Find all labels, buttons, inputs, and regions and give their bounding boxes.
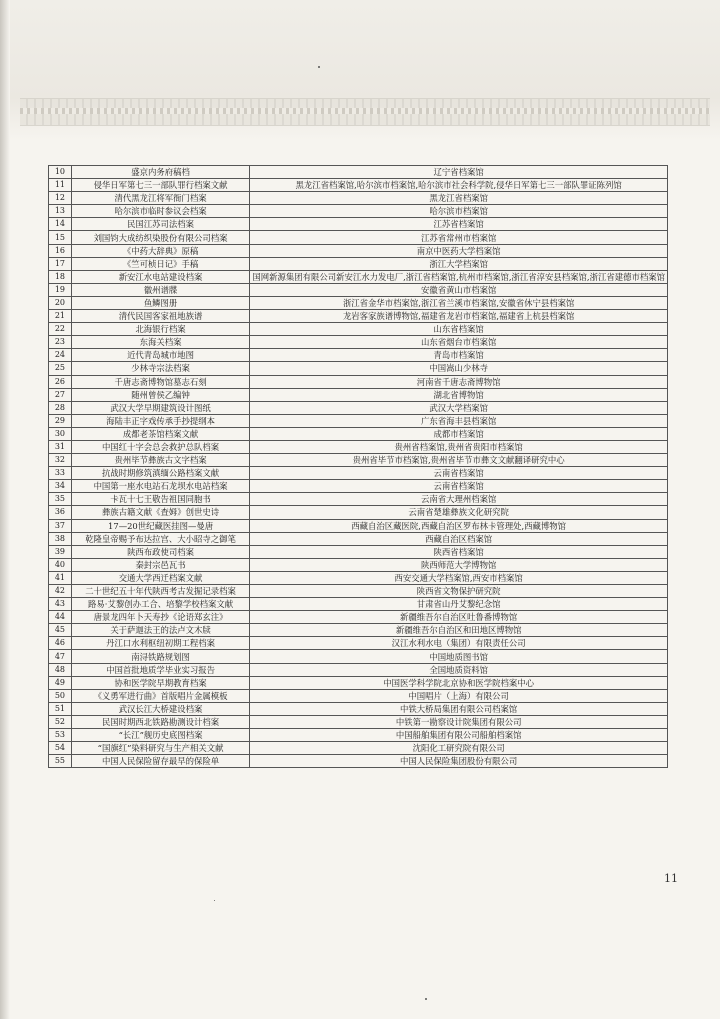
archive-name-cell: 随州曾侯乙编钟 bbox=[71, 388, 250, 401]
holding-unit-cell: 贵州省毕节市档案馆,贵州省毕节市彝文文献翻译研究中心 bbox=[250, 454, 668, 467]
table-row bbox=[49, 755, 668, 768]
table-row bbox=[49, 414, 668, 427]
page-number: 11 bbox=[664, 872, 678, 885]
row-number-cell: 48 bbox=[49, 663, 72, 676]
archive-name-cell: 海陆丰正字戏传承手抄提纲本 bbox=[71, 414, 250, 427]
holding-unit-cell: 武汉大学档案馆 bbox=[250, 401, 668, 414]
table-row bbox=[49, 676, 668, 689]
table-row bbox=[49, 179, 668, 192]
archive-name-cell: 武汉大学早期建筑设计图纸 bbox=[71, 401, 250, 414]
archive-name-cell: 民国时期西北铁路勘测设计档案 bbox=[71, 715, 250, 728]
archive-name-cell: 新安江水电站建设档案 bbox=[71, 270, 250, 283]
table-row bbox=[49, 715, 668, 728]
table-row bbox=[49, 205, 668, 218]
table-row bbox=[49, 310, 668, 323]
holding-unit-cell: 中国嵩山少林寺 bbox=[250, 362, 668, 375]
table-row bbox=[49, 440, 668, 453]
row-number-cell: 34 bbox=[49, 480, 72, 493]
archive-name-cell: 丹江口水利枢纽初期工程档案 bbox=[71, 637, 250, 650]
table-row bbox=[49, 571, 668, 584]
holding-unit-cell: 贵州省档案馆,贵州省贵阳市档案馆 bbox=[250, 440, 668, 453]
table-row bbox=[49, 244, 668, 257]
holding-unit-cell: 南京中医药大学档案馆 bbox=[250, 244, 668, 257]
row-number-cell: 26 bbox=[49, 375, 72, 388]
table-row bbox=[49, 375, 668, 388]
holding-unit-cell: 甘肃省山丹艾黎纪念馆 bbox=[250, 598, 668, 611]
archive-name-cell: 成都老茶馆档案文献 bbox=[71, 427, 250, 440]
archive-name-cell: 秦封宗邑瓦书 bbox=[71, 558, 250, 571]
holding-unit-cell: 湖北省博物馆 bbox=[250, 388, 668, 401]
row-number-cell: 41 bbox=[49, 571, 72, 584]
archive-name-cell: 武汉长江大桥建设档案 bbox=[71, 702, 250, 715]
holding-unit-cell: 江苏省常州市档案馆 bbox=[250, 231, 668, 244]
table-row bbox=[49, 166, 668, 179]
archive-name-cell: 清代民国客家祖地族谱 bbox=[71, 310, 250, 323]
decorative-stitch-line bbox=[20, 108, 710, 114]
archive-name-cell: 刘国钧大成纺织染股份有限公司档案 bbox=[71, 231, 250, 244]
table-row bbox=[49, 519, 668, 532]
holding-unit-cell: 西安交通大学档案馆,西安市档案馆 bbox=[250, 571, 668, 584]
table-row bbox=[49, 558, 668, 571]
archive-name-cell: 彝族古籍文献《査姆》创世史诗 bbox=[71, 506, 250, 519]
holding-unit-cell: 成都市档案馆 bbox=[250, 427, 668, 440]
table-row bbox=[49, 336, 668, 349]
table-row bbox=[49, 702, 668, 715]
holding-unit-cell: 广东省海丰县档案馆 bbox=[250, 414, 668, 427]
row-number-cell: 35 bbox=[49, 493, 72, 506]
holding-unit-cell: 中国医学科学院北京协和医学院档案中心 bbox=[250, 676, 668, 689]
row-number-cell: 17 bbox=[49, 257, 72, 270]
holding-unit-cell: 陕西师范大学博物馆 bbox=[250, 558, 668, 571]
table-row bbox=[49, 323, 668, 336]
paper-speck bbox=[425, 998, 427, 1000]
holding-unit-cell: 辽宁省档案馆 bbox=[250, 166, 668, 179]
row-number-cell: 13 bbox=[49, 205, 72, 218]
holding-unit-cell: 沈阳化工研究院有限公司 bbox=[250, 742, 668, 755]
holding-unit-cell: 中铁大桥局集团有限公司档案馆 bbox=[250, 702, 668, 715]
table-row bbox=[49, 689, 668, 702]
holding-unit-cell: 中铁第一勘察设计院集团有限公司 bbox=[250, 715, 668, 728]
row-number-cell: 54 bbox=[49, 742, 72, 755]
archive-name-cell: 17—20世纪藏医挂图—曼唐 bbox=[71, 519, 250, 532]
holding-unit-cell: 中国船舶集团有限公司船舶档案馆 bbox=[250, 729, 668, 742]
holding-unit-cell: 青岛市档案馆 bbox=[250, 349, 668, 362]
holding-unit-cell: 河南省千唐志斋博物馆 bbox=[250, 375, 668, 388]
archive-name-cell: 清代黑龙江将军衙门档案 bbox=[71, 192, 250, 205]
archive-name-cell: 《中药大辞典》原稿 bbox=[71, 244, 250, 257]
holding-unit-cell: 全国地质资料馆 bbox=[250, 663, 668, 676]
archive-name-cell: 中国红十字会总会救护总队档案 bbox=[71, 440, 250, 453]
table-row bbox=[49, 283, 668, 296]
holding-unit-cell: 山东省烟台市档案馆 bbox=[250, 336, 668, 349]
archive-name-cell: 关于萨迦法王的法卢文木牍 bbox=[71, 624, 250, 637]
binding-edge bbox=[0, 0, 10, 1019]
holding-unit-cell: 浙江省金华市档案馆,浙江省兰溪市档案馆,安徽省休宁县档案馆 bbox=[250, 296, 668, 309]
archive-name-cell: 中国人民保险留存最早的保险单 bbox=[71, 755, 250, 768]
archive-name-cell: 民国江苏司法档案 bbox=[71, 218, 250, 231]
row-number-cell: 20 bbox=[49, 296, 72, 309]
row-number-cell: 29 bbox=[49, 414, 72, 427]
archive-name-cell: 乾隆皇帝赐予布达拉宫、大小昭寺之御笔 bbox=[71, 532, 250, 545]
row-number-cell: 31 bbox=[49, 440, 72, 453]
holding-unit-cell: 新疆维吾尔自治区和田地区博物馆 bbox=[250, 624, 668, 637]
row-number-cell: 21 bbox=[49, 310, 72, 323]
table-row bbox=[49, 506, 668, 519]
archive-name-cell: 抗战时期修筑滇缅公路档案文献 bbox=[71, 467, 250, 480]
holding-unit-cell: 龙岩客家族谱博物馆,福建省龙岩市档案馆,福建省上杭县档案馆 bbox=[250, 310, 668, 323]
table-row bbox=[49, 401, 668, 414]
archive-name-cell: 《义勇军进行曲》首版唱片金属模板 bbox=[71, 689, 250, 702]
table-row bbox=[49, 349, 668, 362]
table-row bbox=[49, 545, 668, 558]
archive-name-cell: 二十世纪五十年代陕西考古发掘记录档案 bbox=[71, 585, 250, 598]
archive-name-cell: 少林寺宗法档案 bbox=[71, 362, 250, 375]
holding-unit-cell: 云南省档案馆 bbox=[250, 467, 668, 480]
table-row bbox=[49, 729, 668, 742]
archive-name-cell: 徽州谱牒 bbox=[71, 283, 250, 296]
table-row bbox=[49, 231, 668, 244]
row-number-cell: 27 bbox=[49, 388, 72, 401]
holding-unit-cell: 江苏省档案馆 bbox=[250, 218, 668, 231]
row-number-cell: 42 bbox=[49, 585, 72, 598]
row-number-cell: 38 bbox=[49, 532, 72, 545]
row-number-cell: 12 bbox=[49, 192, 72, 205]
table-row bbox=[49, 532, 668, 545]
row-number-cell: 46 bbox=[49, 637, 72, 650]
archive-name-cell: 贵州毕节彝族古文字档案 bbox=[71, 454, 250, 467]
holding-unit-cell: 中国唱片（上海）有限公司 bbox=[250, 689, 668, 702]
archive-name-cell: 东海关档案 bbox=[71, 336, 250, 349]
row-number-cell: 44 bbox=[49, 611, 72, 624]
holding-unit-cell: 中国地质图书馆 bbox=[250, 650, 668, 663]
row-number-cell: 28 bbox=[49, 401, 72, 414]
table-row bbox=[49, 611, 668, 624]
row-number-cell: 45 bbox=[49, 624, 72, 637]
archive-name-cell: “国旗红”染料研究与生产相关文献 bbox=[71, 742, 250, 755]
archive-name-cell: 中国第一座水电站石龙坝水电站档案 bbox=[71, 480, 250, 493]
holding-unit-cell: 云南省楚雄彝族文化研究院 bbox=[250, 506, 668, 519]
archive-name-cell: 协和医学院早期教育档案 bbox=[71, 676, 250, 689]
row-number-cell: 15 bbox=[49, 231, 72, 244]
archive-table-body bbox=[49, 166, 668, 768]
row-number-cell: 55 bbox=[49, 755, 72, 768]
archive-name-cell: 盛京内务府稿档 bbox=[71, 166, 250, 179]
row-number-cell: 52 bbox=[49, 715, 72, 728]
holding-unit-cell: 西藏自治区档案馆 bbox=[250, 532, 668, 545]
row-number-cell: 37 bbox=[49, 519, 72, 532]
archive-name-cell: 路易·艾黎创办工合、培黎学校档案文献 bbox=[71, 598, 250, 611]
holding-unit-cell: 安徽省黄山市档案馆 bbox=[250, 283, 668, 296]
row-number-cell: 51 bbox=[49, 702, 72, 715]
row-number-cell: 49 bbox=[49, 676, 72, 689]
row-number-cell: 33 bbox=[49, 467, 72, 480]
holding-unit-cell: 山东省档案馆 bbox=[250, 323, 668, 336]
paper-speck bbox=[318, 66, 320, 68]
table-row bbox=[49, 663, 668, 676]
archive-name-cell: 南浔铁路规划图 bbox=[71, 650, 250, 663]
archive-name-cell: 交通大学西迁档案文献 bbox=[71, 571, 250, 584]
table-row bbox=[49, 467, 668, 480]
table-row bbox=[49, 427, 668, 440]
archive-name-cell: 哈尔滨市临时参议会档案 bbox=[71, 205, 250, 218]
archive-name-cell: 卡瓦十七王敬告祖国同胞书 bbox=[71, 493, 250, 506]
row-number-cell: 47 bbox=[49, 650, 72, 663]
paper-speck bbox=[214, 900, 215, 901]
archive-name-cell: 千唐志斋博物馆墓志石刻 bbox=[71, 375, 250, 388]
table-row bbox=[49, 362, 668, 375]
row-number-cell: 18 bbox=[49, 270, 72, 283]
table-row bbox=[49, 624, 668, 637]
archive-name-cell: 唐景龙四年卜天寿抄《论语郑玄注》 bbox=[71, 611, 250, 624]
table-row bbox=[49, 388, 668, 401]
holding-unit-cell: 云南省档案馆 bbox=[250, 480, 668, 493]
table-row bbox=[49, 742, 668, 755]
archive-name-cell: “长江”舰历史底图档案 bbox=[71, 729, 250, 742]
holding-unit-cell: 云南省大理州档案馆 bbox=[250, 493, 668, 506]
archive-name-cell: 陕西布政使司档案 bbox=[71, 545, 250, 558]
archive-list-table bbox=[48, 165, 668, 768]
row-number-cell: 11 bbox=[49, 179, 72, 192]
table-row bbox=[49, 454, 668, 467]
holding-unit-cell: 陕西省文物保护研究院 bbox=[250, 585, 668, 598]
holding-unit-cell: 汉江水利水电（集团）有限责任公司 bbox=[250, 637, 668, 650]
holding-unit-cell: 黑龙江省档案馆,哈尔滨市档案馆,哈尔滨市社会科学院,侵华日军第七三一部队罪证陈列馆 bbox=[250, 179, 668, 192]
row-number-cell: 53 bbox=[49, 729, 72, 742]
archive-name-cell: 侵华日军第七三一部队罪行档案文献 bbox=[71, 179, 250, 192]
holding-unit-cell: 黑龙江省档案馆 bbox=[250, 192, 668, 205]
row-number-cell: 19 bbox=[49, 283, 72, 296]
archive-name-cell: 鱼鳞图册 bbox=[71, 296, 250, 309]
row-number-cell: 10 bbox=[49, 166, 72, 179]
table-row bbox=[49, 270, 668, 283]
archive-name-cell: 近代青岛城市地图 bbox=[71, 349, 250, 362]
row-number-cell: 23 bbox=[49, 336, 72, 349]
holding-unit-cell: 西藏自治区藏医院,西藏自治区罗布林卡管理处,西藏博物馆 bbox=[250, 519, 668, 532]
table-row bbox=[49, 296, 668, 309]
row-number-cell: 39 bbox=[49, 545, 72, 558]
table-row bbox=[49, 192, 668, 205]
table-row bbox=[49, 218, 668, 231]
holding-unit-cell: 浙江大学档案馆 bbox=[250, 257, 668, 270]
row-number-cell: 14 bbox=[49, 218, 72, 231]
row-number-cell: 43 bbox=[49, 598, 72, 611]
archive-name-cell: 北海银行档案 bbox=[71, 323, 250, 336]
table-row bbox=[49, 650, 668, 663]
table-row bbox=[49, 598, 668, 611]
table-row bbox=[49, 480, 668, 493]
table-row bbox=[49, 585, 668, 598]
holding-unit-cell: 国网新源集团有限公司新安江水力发电厂,浙江省档案馆,杭州市档案馆,浙江省淳安县档案馆,浙江省建德市档案馆 bbox=[250, 270, 668, 283]
row-number-cell: 30 bbox=[49, 427, 72, 440]
row-number-cell: 25 bbox=[49, 362, 72, 375]
holding-unit-cell: 哈尔滨市档案馆 bbox=[250, 205, 668, 218]
table-row bbox=[49, 493, 668, 506]
row-number-cell: 40 bbox=[49, 558, 72, 571]
row-number-cell: 24 bbox=[49, 349, 72, 362]
row-number-cell: 36 bbox=[49, 506, 72, 519]
table-row bbox=[49, 637, 668, 650]
row-number-cell: 16 bbox=[49, 244, 72, 257]
row-number-cell: 22 bbox=[49, 323, 72, 336]
archive-name-cell: 《竺可桢日记》手稿 bbox=[71, 257, 250, 270]
holding-unit-cell: 陕西省档案馆 bbox=[250, 545, 668, 558]
holding-unit-cell: 新疆维吾尔自治区吐鲁番博物馆 bbox=[250, 611, 668, 624]
archive-name-cell: 中国首批地质学毕业实习报告 bbox=[71, 663, 250, 676]
row-number-cell: 32 bbox=[49, 454, 72, 467]
table-row bbox=[49, 257, 668, 270]
holding-unit-cell: 中国人民保险集团股份有限公司 bbox=[250, 755, 668, 768]
row-number-cell: 50 bbox=[49, 689, 72, 702]
